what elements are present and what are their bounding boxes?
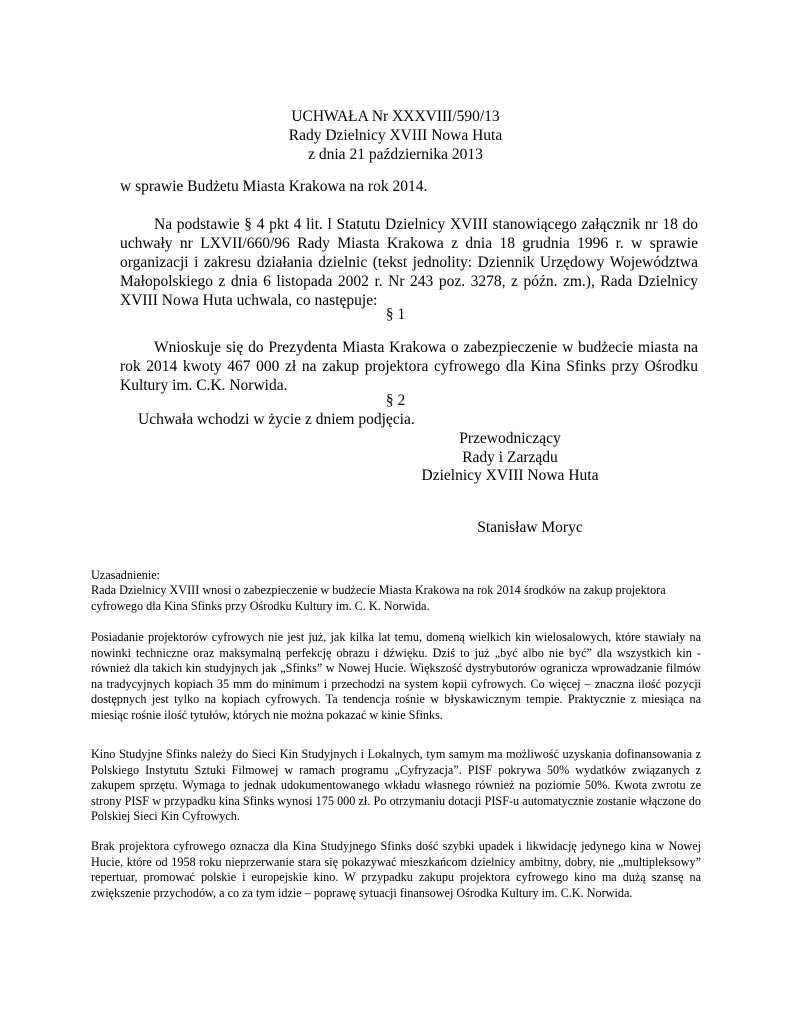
signatory-name: Stanisław Moryc xyxy=(477,519,583,536)
justification-paragraph-1: Posiadanie projektorów cyfrowych nie jest już, jak kilka lat temu, domeną wielkich kin wielosalowych, które stawiały na nowinki techniczne oraz maksymalną perfekcję obrazu i dźwięku. Dziś to już „być albo nie być” dla wszystkich kin - również dla takich kin studyjnych jak „Sfinks” w Nowej Hucie. Większość dystrybutorów ogranicza wprowadzanie filmów na tradycyjnych kopiach 35 mm do minimum i przechodzi na system kopii cyfrowych. Co więcej – znaczna ilość pozycji dostępnych jest tylko na kopiach cyfrowych. Ta tendencja rośnie w błyskawicznym tempie. Praktycznie z miesiąca na miesiąc rośnie ilość tytułów, których nie można pokazać w kinie Sfinks. xyxy=(91,630,701,722)
section-1-text: Wnioskuje się do Prezydenta Miasta Krakowa o zabezpieczenie w budżecie miasta na rok 2014 kwoty 467 000 zł na zakup projektora cyfrowego dla Kina Sfinks przy Ośrodku Kultury im. C.K. Norwida. xyxy=(120,339,698,394)
resolution-date: z dnia 21 października 2013 xyxy=(308,146,483,163)
justification-paragraph-2: Kino Studyjne Sfinks należy do Sieci Kin Studyjnych i Lokalnych, tym samym ma możliwość uzyskania dofinansowania z Polskiego Instytutu Sztuki Filmowej w ramach programu „Cyfryzacja”. PISF pokrywa 50% wydatków związanych z zakupem sprzętu. Wymaga to jednak udokumentowanego wkładu własnego również na poziomie 50%. Kwota zwrotu ze strony PISF w przypadku kina Sfinks wynosi 175 000 zł. Po otrzymaniu dotacji PISF-u automatycznie zostanie włączone do Polskiej Sieci Kin Cyfrowych. xyxy=(91,747,701,823)
signature-role-1: Przewodniczący xyxy=(459,430,561,447)
resolution-subject: w sprawie Budżetu Miasta Krakowa na rok 2014. xyxy=(120,178,428,195)
section-2-symbol: § 2 xyxy=(385,392,406,409)
resolution-number: UCHWAŁA Nr XXXVIII/590/13 xyxy=(291,108,500,125)
section-2-text: Uchwała wchodzi w życie z dniem podjęcia. xyxy=(138,411,415,428)
signature-role-3: Dzielnicy XVIII Nowa Huta xyxy=(421,467,599,484)
section-1-symbol: § 1 xyxy=(385,306,406,323)
resolution-header xyxy=(0,107,791,164)
justification-paragraph-3: Brak projektora cyfrowego oznacza dla Kina Studyjnego Sfinks dość szybki upadek i likwidację jedynego kina w Nowej Hucie, które od 1958 roku nieprzerwanie stara się pokazywać mieszkańcom dzielnicy ambitny, dobry, nie „multipleksowy” repertuar, promować polskie i europejskie kino. W przypadku zakupu projektora cyfrowego kino ma dużą szansę na zwiększenie przychodów, a co za tym idzie – poprawę sytuacji finansowej Ośrodka Kultury im. C.K. Norwida. xyxy=(91,839,701,900)
legal-basis-paragraph: Na podstawie § 4 pkt 4 lit. l Statutu Dzielnicy XVIII stanowiącego załącznik nr 18 do uchwały nr LXVII/660/96 Rady Miasta Krakowa z dnia 18 grudnia 1996 r. w sprawie organizacji i zakresu działania dzielnic (tekst jednolity: Dziennik Urzędowy Województwa Małopolskiego z dnia 6 listopada 2002 r. Nr 243 poz. 3278, z późn. zm.), Rada Dzielnicy XVIII Nowa Huta uchwala, co następuje: xyxy=(120,216,698,309)
justification-intro: Rada Dzielnicy XVIII wnosi o zabezpieczenie w budżecie Miasta Krakowa na rok 2014 środków na zakup projektora cyfrowego dla Kina Sfinks przy Ośrodku Kultury im. C. K. Norwida. xyxy=(91,583,666,613)
council-name: Rady Dzielnicy XVIII Nowa Huta xyxy=(288,127,503,144)
signature-role-2: Rady i Zarządu xyxy=(462,449,558,466)
justification-heading: Uzasadnienie: xyxy=(91,568,161,582)
